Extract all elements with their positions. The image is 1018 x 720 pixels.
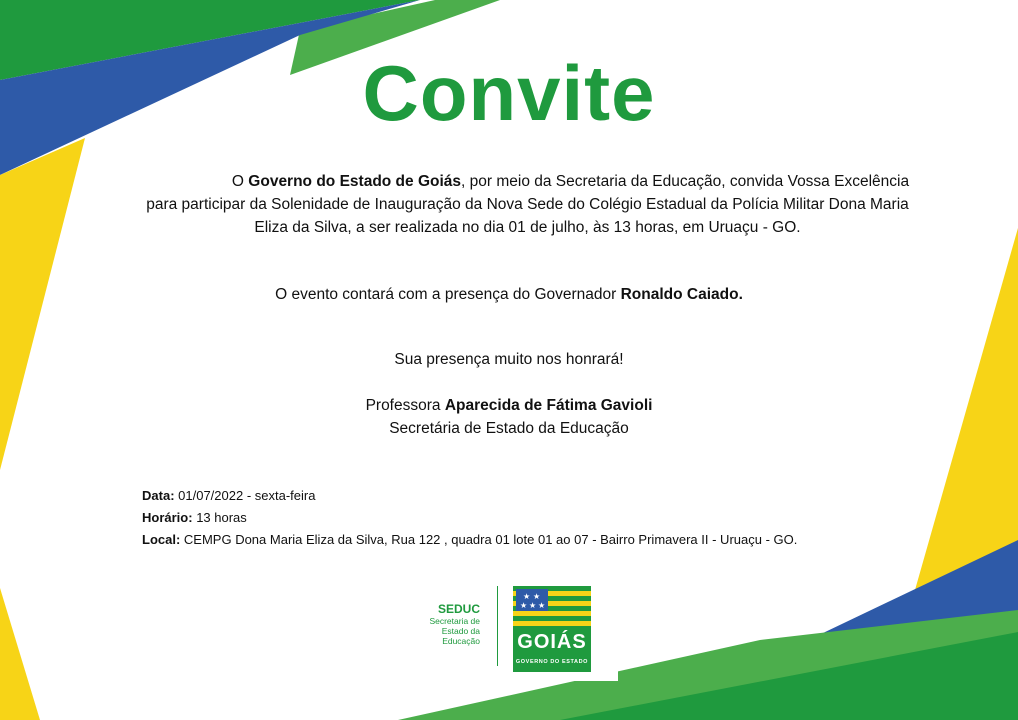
svg-text:★: ★ bbox=[523, 592, 531, 601]
invite-intro-paragraph bbox=[140, 170, 915, 239]
place-value: CEMPG Dona Maria Eliza da Silva, Rua 122 , quadra 01 lote 01 ao 07 - Bairro Primavera II - Uruaçu - GO. bbox=[180, 532, 798, 547]
presence-text: O evento contará com a presença do Governador bbox=[275, 286, 621, 303]
goias-logo bbox=[513, 586, 591, 672]
svg-text:★: ★ bbox=[529, 601, 537, 610]
seduc-logo bbox=[418, 602, 480, 646]
governor-name: Ronaldo Caiado. bbox=[620, 286, 743, 303]
date-value: 01/07/2022 - sexta-feira bbox=[174, 488, 316, 503]
logo-divider bbox=[497, 586, 498, 666]
bg-yellow-bottom-left bbox=[0, 588, 40, 720]
goias-subtitle: GOVERNO DO ESTADO bbox=[515, 659, 589, 665]
detail-place bbox=[142, 529, 797, 551]
honor-line: Sua presença muito nos honrará! bbox=[394, 351, 624, 368]
time-value: 13 horas bbox=[192, 510, 247, 525]
seduc-title: SEDUC bbox=[437, 602, 480, 616]
svg-text:★: ★ bbox=[533, 592, 541, 601]
detail-date: Data: 01/07/2022 - sexta-feira bbox=[142, 488, 316, 503]
invite-title: Convite bbox=[362, 49, 656, 137]
detail-time: Horário: 13 horas bbox=[142, 510, 247, 525]
svg-text:★: ★ bbox=[520, 601, 528, 610]
seduc-line: Estado da bbox=[441, 626, 480, 636]
logos bbox=[396, 566, 618, 681]
intro-rest: , por meio da Secretaria da Educação, convida Vossa Excelência para participar da Solenidade de Inauguração da Nova Sede do Colégio Estadual da Polícia Militar Dona Maria Eliza da Silva, a ser realizada no dia 01 de julho, às 13 horas, em Uruaçu - GO. bbox=[146, 173, 910, 236]
seduc-line: Educação bbox=[442, 636, 480, 646]
seduc-line: Secretaria de bbox=[429, 616, 480, 626]
svg-text:★: ★ bbox=[538, 601, 546, 610]
signer-name: Aparecida de Fátima Gavioli bbox=[444, 397, 653, 414]
presence-line bbox=[0, 283, 1018, 306]
intro-pre: O bbox=[231, 173, 249, 190]
goias-flag-icon bbox=[513, 586, 591, 630]
goias-name: GOIÁS bbox=[517, 631, 587, 653]
place-label: Local: bbox=[142, 532, 181, 547]
time-label: Horário bbox=[142, 510, 189, 525]
signer-role: Secretária de Estado da Educação bbox=[389, 420, 629, 437]
intro-government: Governo do Estado de Goiás bbox=[248, 173, 462, 190]
date-label: Data bbox=[142, 488, 171, 503]
signer-title: Professora bbox=[365, 397, 445, 414]
event-details bbox=[142, 485, 797, 551]
signer-line bbox=[0, 394, 1018, 417]
